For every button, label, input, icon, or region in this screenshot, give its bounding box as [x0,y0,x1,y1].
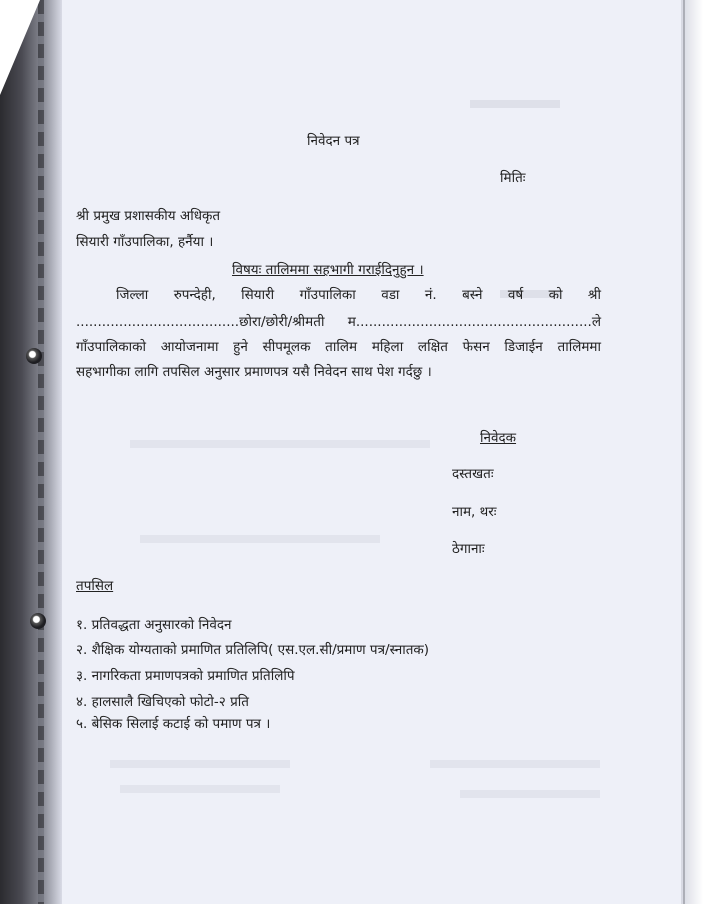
bleed-through-mark [140,535,380,543]
bleed-through-mark [470,100,560,108]
body-line-3: गाँउपालिकाको आयोजनामा हुने सीपमूलक तालिम महिला लक्षित फेसन डिजाईन तालिममा [76,339,601,355]
bleed-through-mark [110,760,290,768]
folded-corner [0,0,40,95]
binding-shadow [0,0,62,910]
bleed-through-mark [120,785,280,793]
date-label: मितिः [500,170,526,186]
attachment-item: १. प्रतिवद्धता अनुसारको निवेदन [76,617,232,633]
bleed-through-mark [460,790,600,798]
recipient-line-1: श्री प्रमुख प्रशासकीय अधिकृत [76,208,221,224]
bleed-through-mark [430,760,600,768]
attachments-heading: तपसिल [76,578,114,594]
attachment-item: ४. हालसालै खिचिएको फोटो-२ प्रति [76,694,249,710]
name-label: नाम, थरः [452,504,497,520]
body-line-2: ......................................छोरा/छोरी/श्रीमती म.......................................................ले [76,314,601,330]
punch-hole-icon [30,613,46,629]
attachment-item: २. शैक्षिक योग्यताको प्रमाणित प्रतिलिपि( एस.एल.सी/प्रमाण पत्र/स्नातक) [76,642,430,658]
punch-hole-icon [26,348,42,364]
bleed-through-mark [130,440,430,448]
page-edge-line [683,0,685,910]
recipient-line-2: सियारी गाँउपालिका, हर्नैया । [76,234,214,250]
page-bottom-margin [0,904,703,910]
subject-line: विषयः तालिममा सहभागी गराईदिनुहुन । [232,262,424,278]
address-label: ठेगानाः [452,541,485,557]
attachment-item: ३. नागरिकता प्रमाणपत्रको प्रमाणित प्रतिलिपि [76,668,295,684]
applicant-heading: निवेदक [480,430,517,446]
document-title: निवेदन पत्र [307,133,360,149]
signature-label: दस्तखतः [452,466,494,482]
body-line-4: सहभागीका लागि तपसिल अनुसार प्रमाणपत्र यसै निवेदन साथ पेश गर्दछु । [76,364,432,380]
attachment-item: ५. बेसिक सिलाई कटाई को पमाण पत्र । [76,716,271,732]
body-line-1: जिल्ला रुपन्देही, सियारी गाँउपालिका वडा नं. बस्ने वर्ष को श्री [116,287,601,303]
